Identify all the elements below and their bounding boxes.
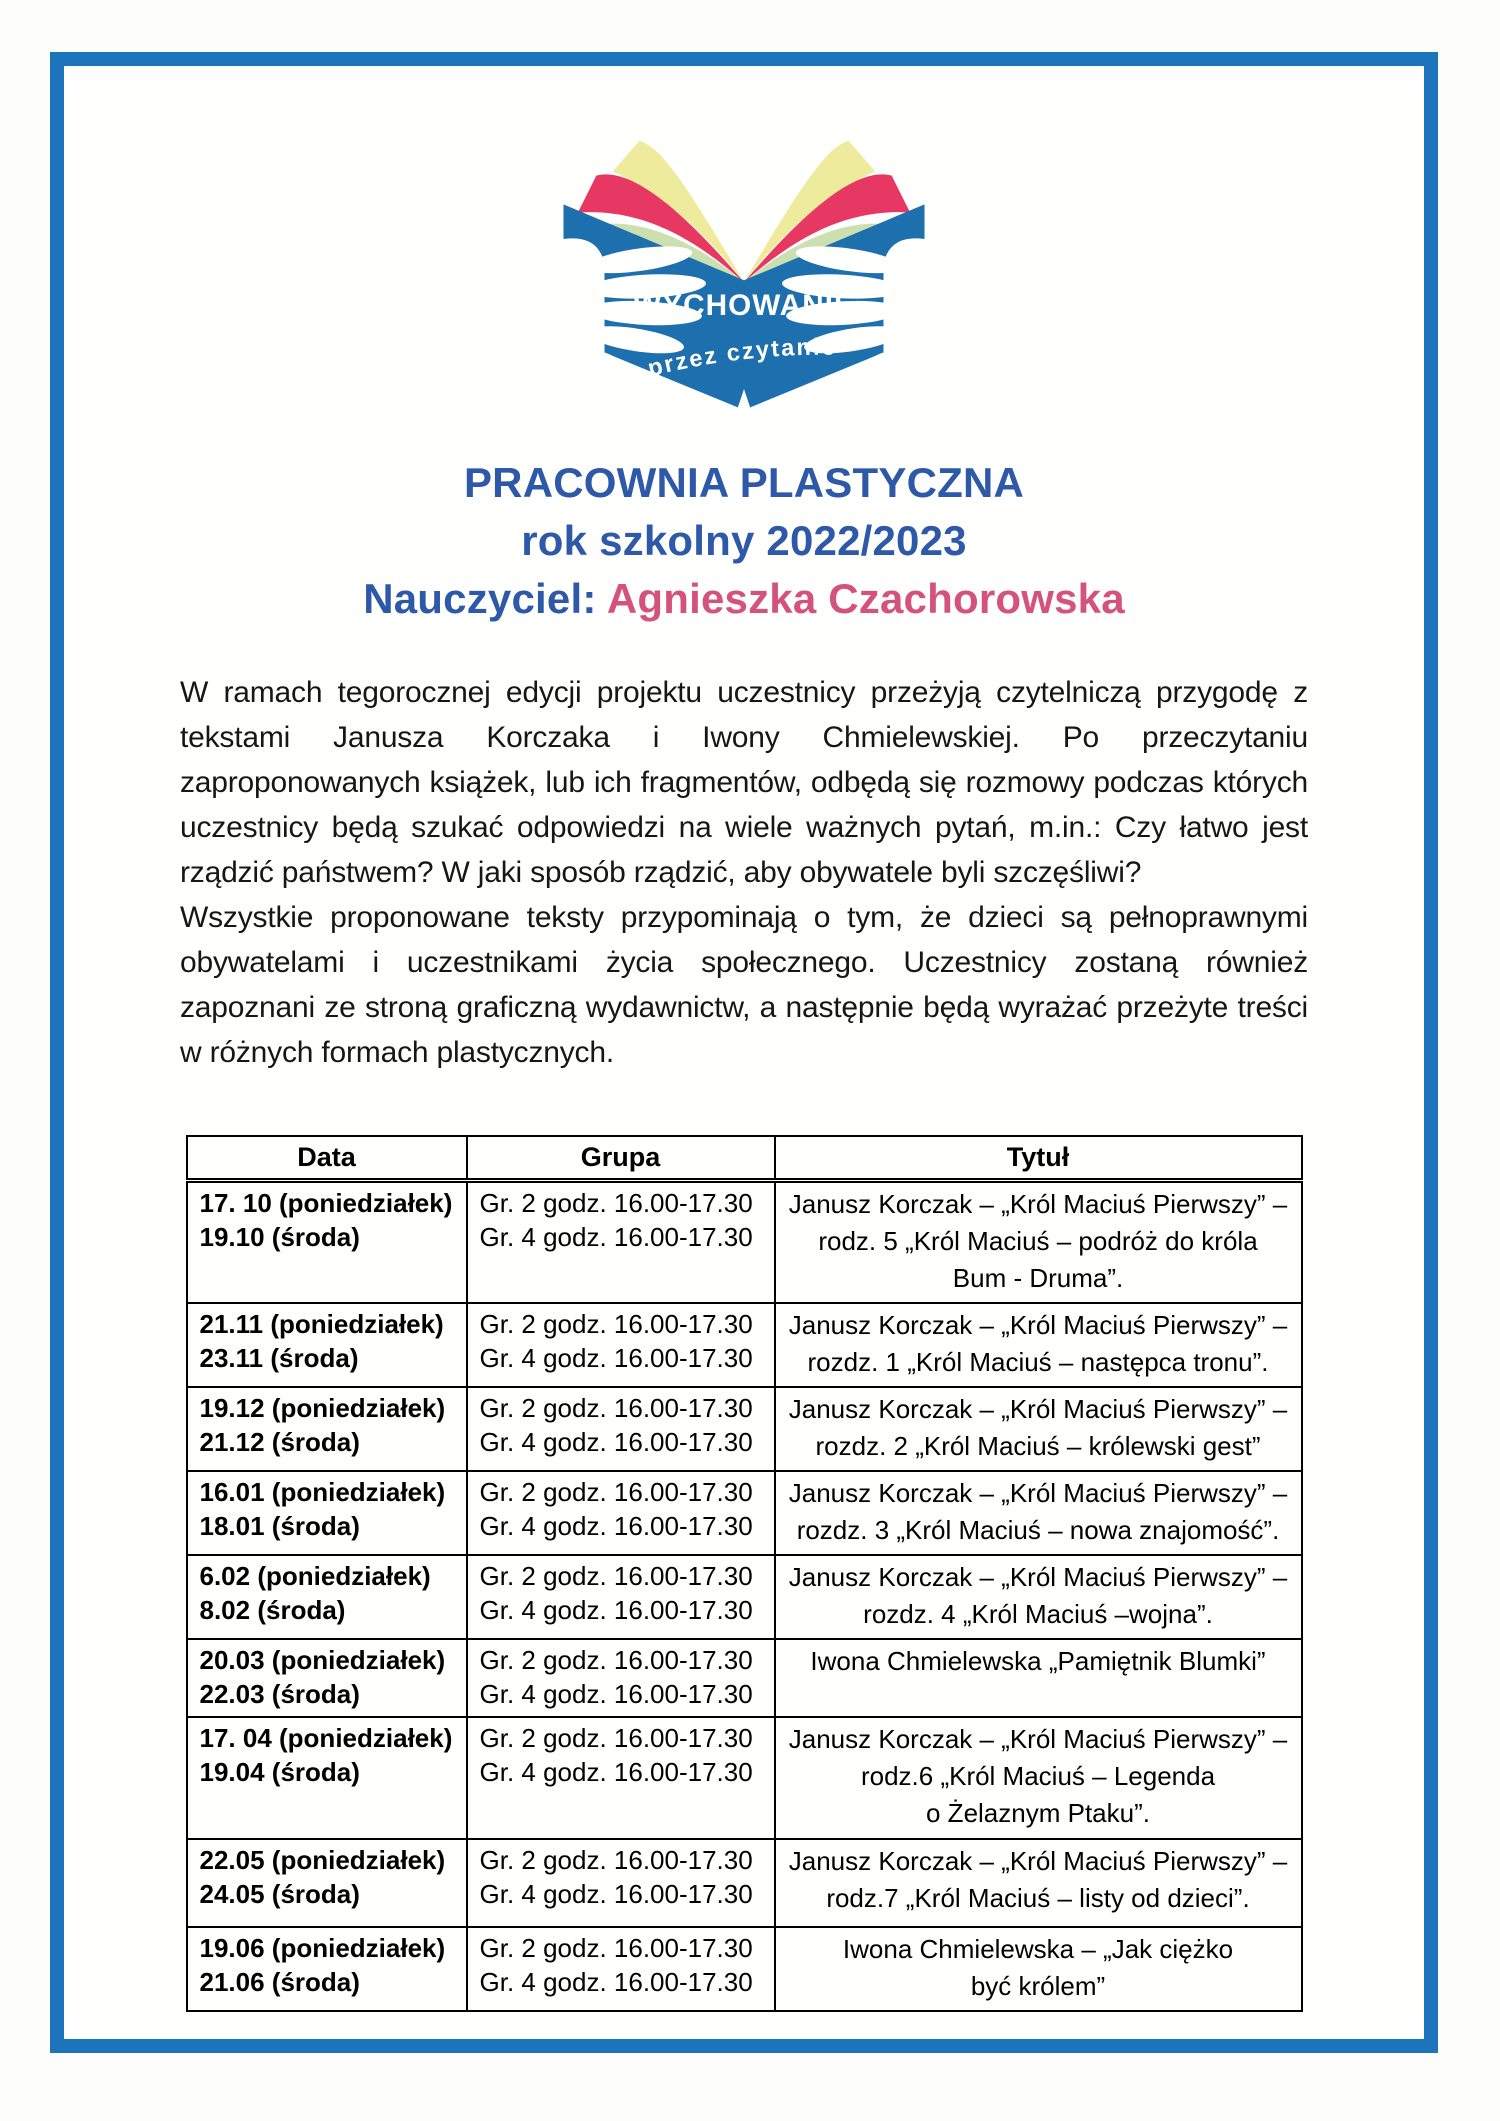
cell-line: rozdz. 3 „Król Maciuś – nowa znajomość”.	[796, 1515, 1280, 1545]
logo-text-main: WYCHOWANIE	[633, 289, 855, 323]
logo-text-curved: przez czytanie	[645, 333, 838, 382]
cell-line: Iwona Chmielewska – „Jak ciężko	[842, 1934, 1234, 1964]
cell-line: 24.05 (środa)	[199, 1879, 360, 1909]
school-year-subtitle: rok szkolny 2022/2023	[521, 517, 967, 564]
title-cell	[775, 1927, 1302, 2011]
cell-line: Bum - Druma”.	[952, 1263, 1124, 1293]
cell-line: 17. 04 (poniedziałek)	[199, 1723, 453, 1753]
cell-line: 19.04 (środa)	[199, 1757, 360, 1787]
cell-line: rodz. 5 „Król Maciuś – podróż do króla	[818, 1226, 1258, 1256]
cell-line: Gr. 2 godz. 16.00-17.30	[479, 1561, 753, 1591]
cell-line: Janusz Korczak – „Król Maciuś Pierwszy” –	[788, 1846, 1288, 1876]
cell-line: Janusz Korczak – „Król Maciuś Pierwszy” –	[788, 1189, 1288, 1219]
cell-line: Gr. 4 godz. 16.00-17.30	[479, 1879, 753, 1909]
cell-line: być królem”	[970, 1971, 1106, 2001]
date-cell	[187, 1839, 467, 1927]
cell-line: rodz.6 „Król Maciuś – Legenda	[860, 1761, 1216, 1791]
date-cell	[187, 1717, 467, 1839]
group-cell	[467, 1927, 775, 2011]
title-cell	[775, 1303, 1302, 1387]
title-cell	[775, 1839, 1302, 1927]
cell-line: Janusz Korczak – „Król Maciuś Pierwszy” –	[788, 1394, 1288, 1424]
title-cell	[775, 1717, 1302, 1839]
date-cell	[187, 1303, 467, 1387]
cell-line: 19.06 (poniedziałek)	[199, 1933, 446, 1963]
cell-line: Gr. 2 godz. 16.00-17.30	[479, 1933, 753, 1963]
date-cell	[187, 1639, 467, 1717]
cell-line: Gr. 4 godz. 16.00-17.30	[479, 1427, 753, 1457]
title-cell	[775, 1471, 1302, 1555]
cell-line: 19.10 (środa)	[199, 1222, 360, 1252]
date-cell	[187, 1555, 467, 1639]
cell-line: 16.01 (poniedziałek)	[199, 1477, 446, 1507]
date-cell	[187, 1387, 467, 1471]
cell-line: rozdz. 1 „Król Maciuś – następca tronu”.	[807, 1347, 1269, 1377]
cell-line: rozdz. 4 „Król Maciuś –wojna”.	[863, 1599, 1213, 1629]
group-cell	[467, 1471, 775, 1555]
cell-line: Gr. 2 godz. 16.00-17.30	[479, 1723, 753, 1753]
table-row	[187, 1555, 1302, 1639]
title-cell	[775, 1387, 1302, 1471]
cell-line: Iwona Chmielewska „Pamiętnik Blumki”	[810, 1646, 1266, 1676]
teacher-line	[64, 570, 1424, 628]
date-cell	[187, 1181, 467, 1304]
intro-paragraph-1: W ramach tegorocznej edycji projektu uczestnicy przeżyją czytelniczą przygodę z tekstami Janusza Korczaka i Iwony Chmielewskiej. Po przeczytaniu zaproponowanych książek, lub ich fragmentów, odbędą się rozmowy podczas których uczestnicy będą szukać odpowiedzi na wiele ważnych pytań, m.in.: Czy łatwo jest rządzić państwem? W jaki sposób rządzić, aby obywatele byli szczęśliwi?	[180, 676, 1308, 889]
intro-text	[180, 670, 1308, 1075]
cell-line: 21.06 (środa)	[199, 1967, 360, 1997]
cell-line: 20.03 (poniedziałek)	[199, 1645, 446, 1675]
group-cell	[467, 1303, 775, 1387]
cell-line: 22.03 (środa)	[199, 1679, 360, 1709]
schedule-table	[186, 1135, 1303, 2012]
cell-line: Gr. 2 godz. 16.00-17.30	[479, 1309, 753, 1339]
page-title: PRACOWNIA PLASTYCZNA	[463, 459, 1025, 506]
cell-line: Gr. 4 godz. 16.00-17.30	[479, 1967, 753, 1997]
teacher-label: Nauczyciel:	[363, 575, 607, 622]
cell-line: 6.02 (poniedziałek)	[199, 1561, 431, 1591]
cell-line: Gr. 2 godz. 16.00-17.30	[479, 1188, 753, 1218]
cell-line: 23.11 (środa)	[199, 1343, 359, 1373]
table-row	[187, 1717, 1302, 1839]
cell-line: o Żelaznym Ptaku”.	[926, 1798, 1150, 1828]
cell-line: 17. 10 (poniedziałek)	[199, 1188, 453, 1218]
cell-line: Gr. 4 godz. 16.00-17.30	[479, 1222, 753, 1252]
cell-line: Gr. 2 godz. 16.00-17.30	[479, 1393, 753, 1423]
cell-line: Gr. 4 godz. 16.00-17.30	[479, 1679, 753, 1709]
cell-line: 19.12 (poniedziałek)	[199, 1393, 446, 1423]
header-grupa: Grupa	[467, 1136, 775, 1181]
group-cell	[467, 1387, 775, 1471]
cell-line: Gr. 2 godz. 16.00-17.30	[479, 1477, 753, 1507]
group-cell	[467, 1717, 775, 1839]
intro-paragraph-2: Wszystkie proponowane teksty przypominają o tym, że dzieci są pełnoprawnymi obywatelami i uczestnikami życia społecznego. Uczestnicy zostaną również zapoznani ze stroną graficzną wydawnictw, a następnie będą wyrażać przeżyte treści w różnych formach plastycznych.	[180, 901, 1308, 1069]
cell-line: 18.01 (środa)	[199, 1511, 360, 1541]
cell-line: 22.05 (poniedziałek)	[199, 1845, 446, 1875]
cell-line: Gr. 2 godz. 16.00-17.30	[479, 1845, 753, 1875]
table-row	[187, 1839, 1302, 1927]
cell-line: Janusz Korczak – „Król Maciuś Pierwszy” –	[788, 1310, 1288, 1340]
group-cell	[467, 1555, 775, 1639]
header-data: Data	[187, 1136, 467, 1181]
cell-line: Gr. 4 godz. 16.00-17.30	[479, 1757, 753, 1787]
group-cell	[467, 1181, 775, 1304]
reading-book-logo	[548, 110, 940, 430]
group-cell	[467, 1839, 775, 1927]
cell-line: Gr. 4 godz. 16.00-17.30	[479, 1511, 753, 1541]
page-border-frame	[50, 52, 1438, 2053]
title-cell	[775, 1181, 1302, 1304]
cell-line: Gr. 2 godz. 16.00-17.30	[479, 1645, 753, 1675]
cell-line: rodz.7 „Król Maciuś – listy od dzieci”.	[826, 1883, 1250, 1913]
teacher-name: Agnieszka Czachorowska	[606, 575, 1125, 622]
table-header-row	[187, 1136, 1302, 1181]
table-row	[187, 1181, 1302, 1304]
cell-line: Gr. 4 godz. 16.00-17.30	[479, 1343, 753, 1373]
table-row	[187, 1471, 1302, 1555]
date-cell	[187, 1927, 467, 2011]
date-cell	[187, 1471, 467, 1555]
cell-line: Janusz Korczak – „Król Maciuś Pierwszy” –	[788, 1562, 1288, 1592]
cell-line: 21.12 (środa)	[199, 1427, 360, 1457]
cell-line: 21.11 (poniedziałek)	[199, 1309, 444, 1339]
header-tytul: Tytuł	[775, 1136, 1302, 1181]
table-row	[187, 1927, 1302, 2011]
title-cell	[775, 1639, 1302, 1717]
cell-line: Janusz Korczak – „Król Maciuś Pierwszy” –	[788, 1478, 1288, 1508]
title-block	[64, 454, 1424, 628]
title-cell	[775, 1555, 1302, 1639]
cell-line: Janusz Korczak – „Król Maciuś Pierwszy” –	[788, 1724, 1288, 1754]
table-row	[187, 1303, 1302, 1387]
cell-line: rozdz. 2 „Król Maciuś – królewski gest”	[815, 1431, 1261, 1461]
group-cell	[467, 1639, 775, 1717]
table-row	[187, 1387, 1302, 1471]
logo	[548, 110, 940, 430]
cell-line: 8.02 (środa)	[199, 1595, 346, 1625]
cell-line: Gr. 4 godz. 16.00-17.30	[479, 1595, 753, 1625]
table-row	[187, 1639, 1302, 1717]
